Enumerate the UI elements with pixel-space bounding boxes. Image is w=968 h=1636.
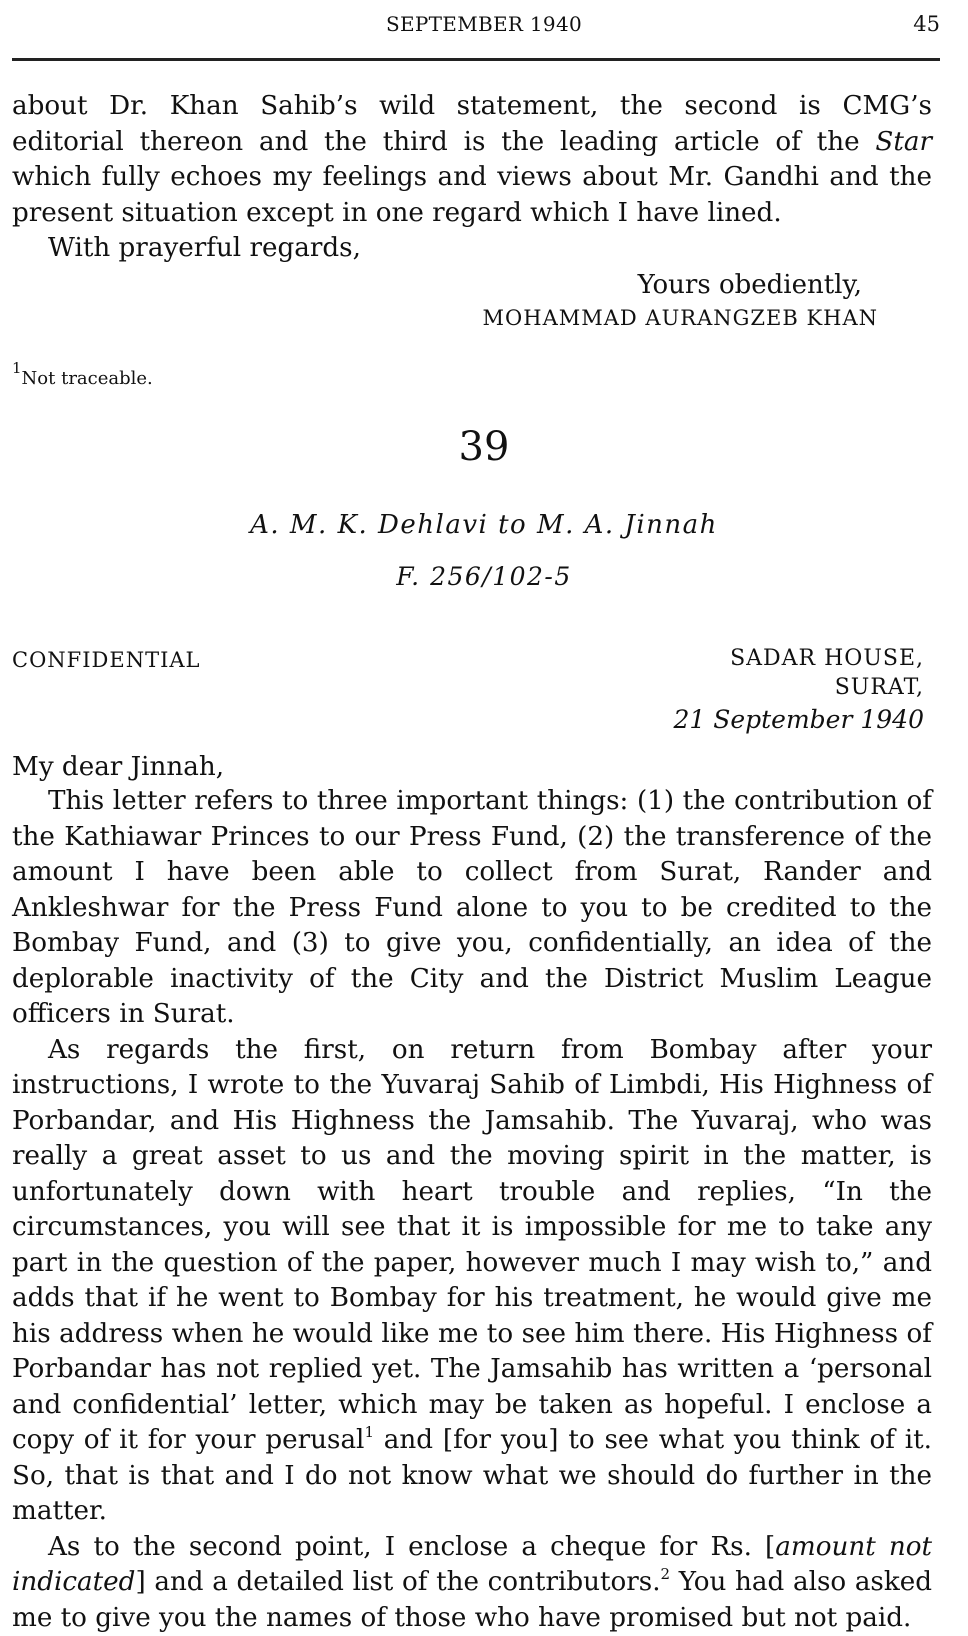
- letter-body: [12, 784, 932, 1636]
- footnote-ref: 1: [364, 1423, 374, 1441]
- editorial-note: amount not indicated: [12, 1532, 932, 1598]
- letter-paragraph: As regards the first, on return from Bombay after your instructions, I wrote to the Yuvaraj Sahib of Limbdi, His Highness of Porbandar, and His Highness the Jamsahib. The Yuvaraj, who was really a great asset to us and the moving spirit in the matter, is unfortunately down with heart trouble and replies, “In the circumstances, you will see that it is impossible for me to take any part in the question of the paper, however much I may wish to,” and adds that if he went to Bombay for his treatment, he would give me his address when he would like me to see him there. His Highness of Porbandar has not replied yet. The Jamsahib has written a ‘personal and confidential’ letter, which may be taken as hopeful. I enclose a copy of it for your perusal$^1$ and [for you] to see what you think of it. So, that is that and I do not know what we should do further in the matter.: [12, 1033, 932, 1530]
- signature-name: MOHAMMAD AURANGZEB KHAN: [483, 303, 878, 333]
- valediction: Yours obediently,: [483, 268, 878, 303]
- footnote-marker: 1: [12, 359, 22, 377]
- letter-paragraph: This letter refers to three important things: (1) the contribution of the Kathiawar Princes to our Press Fund, (2) the transference of the amount I have been able to collect from Surat, Rander and Ankleshwar for the Press Fund alone to you to be credited to the Bombay Fund, and (3) to give you, confidentially, an idea of the deplorable inactivity of the City and the District Muslim League officers in Surat.: [12, 784, 932, 1033]
- continued-letter-text: [12, 89, 932, 267]
- footnote-text: Not traceable.: [22, 368, 153, 389]
- document-number: 39: [0, 424, 968, 470]
- continued-paragraph: about Dr. Khan Sahib’s wild statement, the second is CMG’s editorial thereon and the third is the leading article of the Star which fully echoes my feelings and views about Mr. Gandhi and the present situation except in one regard which I have lined.: [12, 89, 932, 231]
- letter-paragraph: As to the second point, I enclose a cheque for Rs. [amount not indicated] and a detailed list of the contributors.$^2$ You had also asked me to give you the names of those who have promised but not paid.: [12, 1530, 932, 1636]
- address-line: SADAR HOUSE,: [673, 644, 924, 673]
- sender-address: [673, 644, 924, 738]
- letter-closing: [483, 268, 878, 333]
- header-rule: [12, 58, 940, 61]
- running-title: SEPTEMBER 1940: [0, 12, 968, 36]
- newspaper-title: Star: [875, 127, 932, 157]
- address-line: SURAT,: [673, 673, 924, 702]
- page-number: 45: [913, 12, 940, 36]
- file-reference: F. 256/102-5: [0, 562, 968, 591]
- classification-label: CONFIDENTIAL: [12, 648, 200, 672]
- running-header: [0, 8, 968, 42]
- salutation: My dear Jinnah,: [12, 750, 224, 785]
- regards-line: With prayerful regards,: [12, 231, 932, 267]
- document-heading: A. M. K. Dehlavi to M. A. Jinnah: [0, 510, 968, 540]
- footnote-ref: 2: [661, 1565, 671, 1583]
- letter-date: 21 September 1940: [673, 702, 924, 738]
- footnote: [12, 368, 153, 389]
